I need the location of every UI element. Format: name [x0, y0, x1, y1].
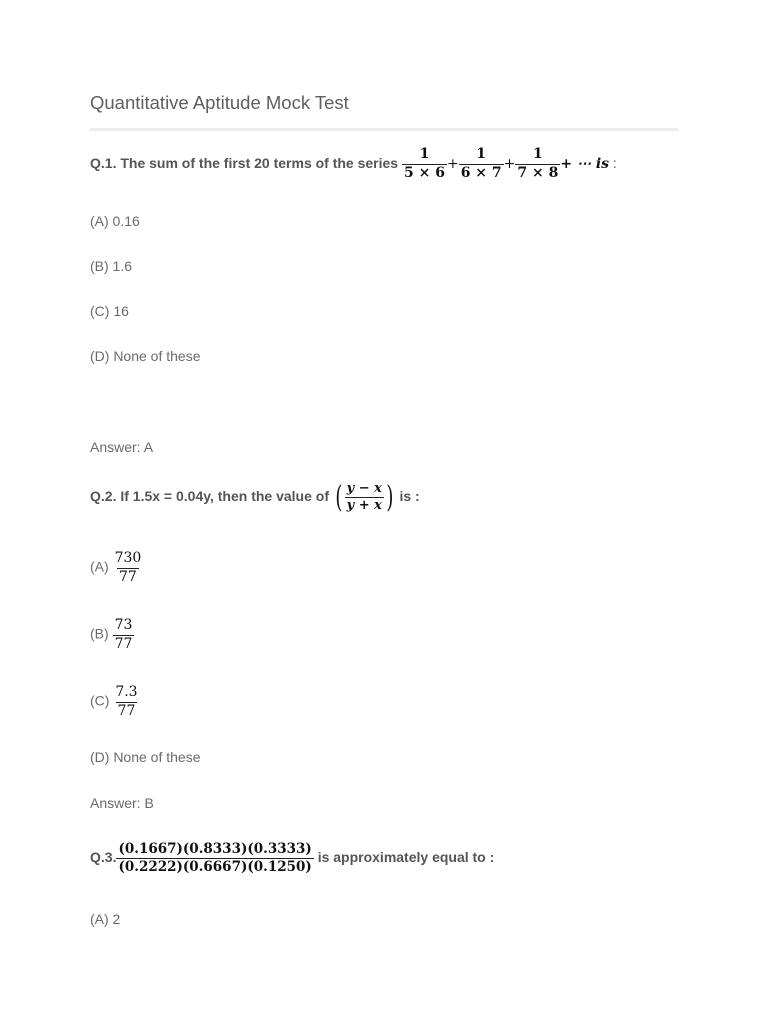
question-1-series: $\frac{1}{5 \times 6}$ + $\frac{1}{6 \times 7}$ + $\frac{1}{7 \times 8}$ + ⋯ is :	[403, 146, 617, 181]
q3-option-a: (A) 2	[90, 911, 121, 927]
question-3-lead: Q.3.	[90, 849, 117, 866]
q1-option-a: (A) 0.16	[90, 213, 140, 229]
page-title: Quantitative Aptitude Mock Test	[90, 92, 349, 113]
q2-option-a: (A) $\frac{730}{77}$	[90, 550, 142, 585]
q1-option-c: (C) 16	[90, 303, 129, 319]
q1-answer: Answer: A	[90, 439, 154, 455]
question-3-tail: is approximately equal to :	[317, 849, 495, 866]
q2-option-c: (C) $\frac{7.3}{77}$	[90, 684, 138, 719]
title-divider	[90, 128, 678, 131]
question-3	[90, 841, 494, 876]
question-2-tail: is :	[399, 488, 420, 505]
q1-option-b: (B) 1.6	[90, 258, 133, 274]
question-1-text: Q.1. The sum of the first 20 terms of the series	[90, 155, 399, 171]
question-3-fraction: $\frac{(0.1667)(0.8333)(0.3333)}{(0.2222)(0.6667)(0.1250)}$	[118, 841, 312, 875]
question-1	[90, 146, 617, 182]
series-term-2: $\frac{1}{6 \times 7}$	[460, 146, 502, 181]
question-2-text: Q.2. If 1.5x = 0.04y, then the value of	[90, 488, 329, 505]
series-term-1: $\frac{1}{5 \times 6}$	[403, 146, 445, 181]
question-2: Q.2. If 1.5x = 0.04y, then the value of ( $\frac{y - x}{y + x}$ ) is :	[90, 480, 420, 515]
q2-option-b: (B) $\frac{73}{77}$	[90, 617, 133, 652]
q2-answer: Answer: B	[90, 795, 154, 811]
question-2-fraction: $\frac{y - x}{y + x}$	[346, 480, 382, 513]
series-term-3: $\frac{1}{7 \times 8}$	[517, 146, 559, 181]
q2-option-d: (D) None of these	[90, 749, 201, 765]
q1-option-d: (D) None of these	[90, 348, 201, 364]
